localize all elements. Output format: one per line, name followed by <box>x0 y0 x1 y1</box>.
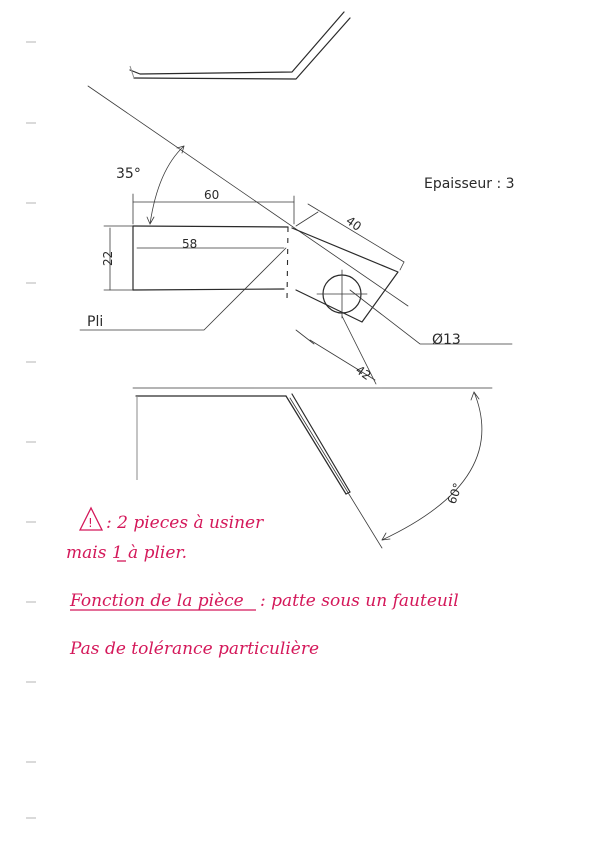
dim-22 <box>101 226 133 290</box>
fold-line <box>287 227 288 300</box>
dim-40-label: 40 <box>343 213 364 234</box>
angle-35-dimension <box>116 146 184 224</box>
angle-label: 35° <box>116 166 141 182</box>
warning-icon <box>80 508 102 530</box>
dim-42-label: 42 <box>353 362 374 383</box>
function-label: Fonction de la pièce <box>70 591 244 611</box>
flat-section <box>133 226 288 300</box>
dim-58-label: 58 <box>182 237 198 251</box>
hole-label: Ø13 <box>432 332 461 348</box>
dim-22-label: 22 <box>101 250 115 266</box>
construction-line <box>88 86 408 306</box>
dim-58 <box>137 237 284 251</box>
tolerance-note: Pas de tolérance particulière <box>70 639 320 659</box>
angle-60-dimension <box>382 392 482 540</box>
fold-label: Pli <box>87 314 104 330</box>
margin-ticks <box>26 42 36 818</box>
dim-42 <box>296 316 376 384</box>
dim-60-arc-label: 60° <box>444 481 466 506</box>
svg-text:!: ! <box>88 516 93 530</box>
note-line-1: : 2 pieces à usiner <box>106 513 264 533</box>
dim-60-label: 60 <box>204 188 220 202</box>
note-line-2: mais 1 à plier. <box>66 543 188 563</box>
angled-tab <box>292 228 398 322</box>
dim-60-top <box>133 188 294 224</box>
function-value: : patte sous un fauteuil <box>260 591 459 611</box>
top-side-view <box>130 12 350 79</box>
hole-leader <box>350 290 512 348</box>
thickness-label: Epaisseur : 3 <box>424 176 515 192</box>
